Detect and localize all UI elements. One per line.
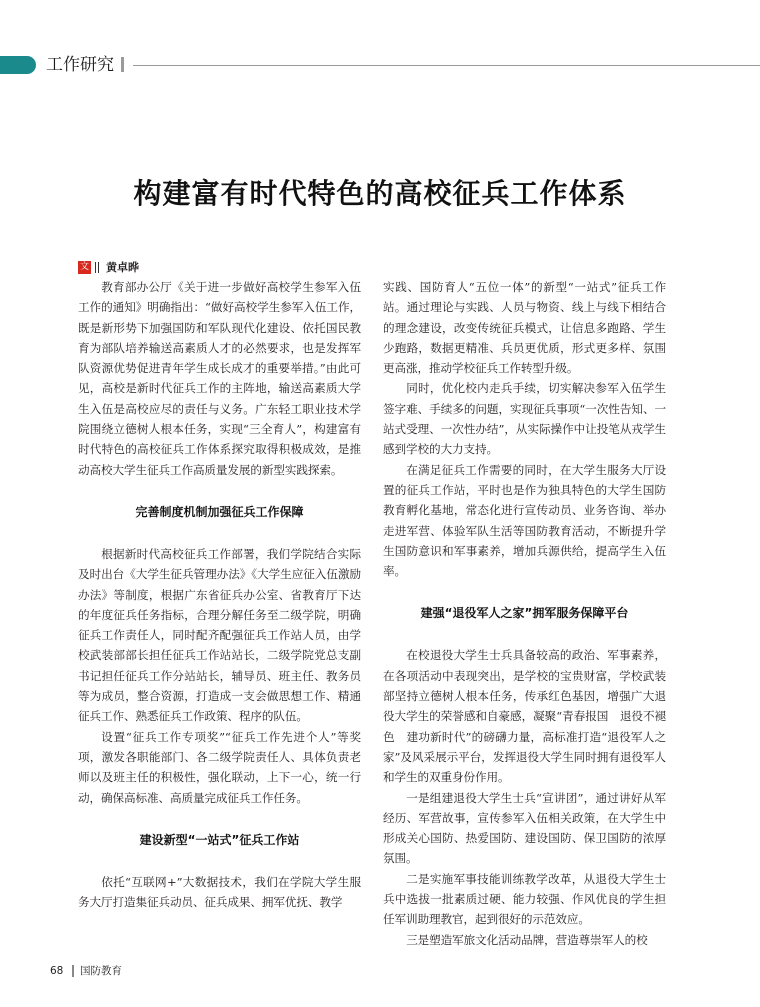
left-column: [78, 275, 361, 912]
paragraph: 在校退役大学生士兵具备较高的政治、军事素养，在各项活动中表现突出，是学校的宝贵财富，学校武装部坚持立德树人根本任务，传承红色基因，增强广大退役大学生的荣誉感和自豪感，凝聚“青春报国 退役不褪色 建功新时代”的磅礴力量，高标准打造“退役军人之家”及风采展示平台，发挥退役大学生同时拥有退役军人和学生的双重身份作用。: [383, 648, 666, 785]
paragraph: 教育部办公厅《关于进一步做好高校学生参军入伍工作的通知》明确指出：“做好高校学生参军入伍工作，既是新形势下加强国防和军队现代化建设、依托国民教育为部队培养输送高素质人才的必然要求，也是发挥军队资源优势促进青年学生成长成才的重要举措。”由此可见，高校是新时代征兵工作的主阵地，输送高素质大学生入伍是高校应尽的责任与义务。广东轻工职业技术学院围绕立德树人根本任务，实现“三全育人”，构建富有时代特色的高校征兵工作体系探究取得积极成效，是推动高校大学生征兵工作高质量发展的新型实践探索。: [78, 280, 361, 477]
paragraph: 实践、国防育人“五位一体”的新型“一站式”征兵工作站。通过理论与实践、人员与物资、线上与线下相结合的理念建设，改变传统征兵模式，让信息多跑路、学生少跑路，数据更精准、兵员更优质，形式更多样、氛围更高涨，推动学校征兵工作转型升级。: [383, 280, 666, 376]
author-divider-bars: [95, 262, 101, 273]
publication-name: 国防教育: [80, 965, 122, 977]
article-title: 构建富有时代特色的高校征兵工作体系: [133, 177, 627, 210]
author-name: 黄卓晔: [106, 261, 139, 274]
section-heading: 完善制度机制加强征兵工作保障: [135, 504, 304, 519]
header-accent-tab: [0, 56, 36, 74]
page-number: 68: [50, 965, 64, 977]
paragraph: 根据新时代高校征兵工作部署，我们学院结合实际及时出台《大学生征兵管理办法》《大学生应征入伍激励办法》等制度，根据广东省征兵办公室、省教育厅下达的年度征兵任务指标，合理分解任务至二级学院，明确征兵工作责任人，同时配齐配强征兵工作站人员，由学校武装部部长担任征兵工作站站长，二级学院党总支副书记担任征兵工作分站站长，辅导员、班主任、教务员等为成员，整合资源，打造成一支会做思想工作、精通征兵工作、熟悉征兵工作政策、程序的队伍。: [78, 546, 361, 724]
author-prefix-badge: 文: [79, 262, 89, 272]
paragraph: 同时，优化校内走兵手续，切实解决参军入伍学生签字难、手续多的问题，实现征兵事项“一次性告知、一站式受理、一次性办结”，从实际操作中让投笔从戎学生感到学校的大力支持。: [383, 381, 666, 457]
section-label: 工作研究: [46, 55, 114, 75]
header-rule: [133, 65, 760, 66]
section-heading: 建强“退役军人之家”拥军服务保障平台: [420, 606, 629, 621]
paragraph: 三是塑造军旅文化活动品牌，营造尊崇军人的校: [406, 932, 648, 947]
header-divider-bar: [121, 57, 124, 72]
section-heading: 建设新型“一站式”征兵工作站: [139, 832, 300, 847]
paragraph: 设置“征兵工作专项奖”“征兵工作先进个人”等奖项，激发各职能部门、各二级学院责任人、具体负责老师以及班主任的积极性，强化联动，上下一心，统一行动，确保高标准、高质量完成征兵工作任务。: [78, 729, 361, 805]
right-column: [383, 275, 666, 950]
paragraph: 在满足征兵工作需要的同时，在大学生服务大厅设置的征兵工作站，平时也是作为独具特色的大学生国防教育孵化基地，常态化进行宣传动员、业务咨询、举办走进军营、体验军队生活等国防教育活动，不断提升学生国防意识和军事素养，增加兵源供给，提高学生入伍率。: [383, 462, 666, 579]
paragraph: 一是组建退役大学生士兵“宣讲团”，通过讲好从军经历、军营故事，宣传参军入伍相关政策，在大学生中形成关心国防、热爱国防、建设国防、保卫国防的浓厚氛围。: [383, 790, 666, 866]
footer-divider-bar: [72, 965, 74, 977]
paragraph: 依托“互联网+”大数据技术，我们在学院大学生服务大厅打造集征兵动员、征兵成果、拥军优抚、教学: [78, 874, 361, 910]
paragraph: 二是实施军事技能训练教学改革，从退役大学生士兵中选拔一批素质过硬、能力较强、作风优良的学生担任军训助理教官，起到很好的示范效应。: [383, 871, 666, 927]
